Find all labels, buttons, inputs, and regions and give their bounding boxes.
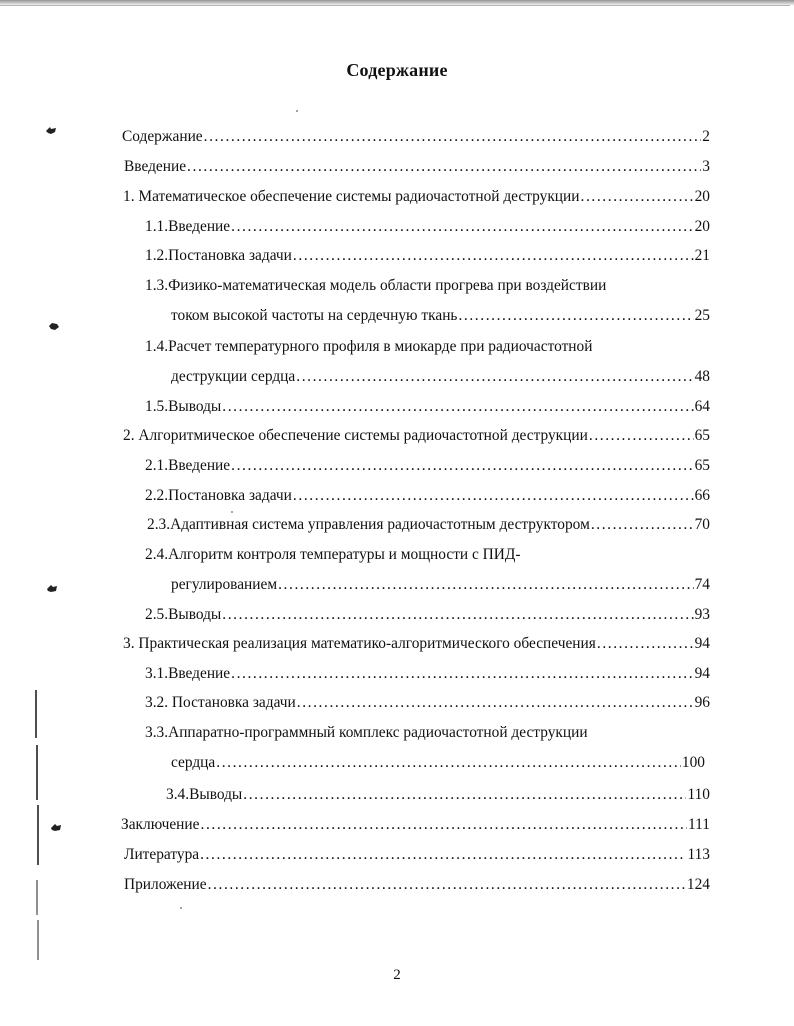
- toc-entry[interactable]: [121, 815, 710, 835]
- toc-entry-page: 93: [694, 606, 710, 623]
- punch-hole-icon: [46, 584, 56, 592]
- toc-entry-page: 20: [694, 218, 710, 235]
- toc-leader-dots: [296, 367, 693, 387]
- toc-entry-label: 2.5.Выводы: [145, 606, 222, 623]
- toc-entry-page: 96: [694, 694, 710, 711]
- toc-entry[interactable]: [171, 306, 710, 326]
- toc-entry-label-first-line[interactable]: 2.4.Алгоритм контроля температуры и мощности с ПИД-: [145, 546, 521, 563]
- toc-entry-page: 94: [694, 635, 710, 652]
- scan-margin-line: [36, 745, 38, 800]
- toc-entry-page: 70: [694, 516, 710, 533]
- toc-leader-dots: [297, 693, 694, 713]
- toc-leader-dots: [243, 785, 686, 805]
- toc-entry[interactable]: [145, 246, 710, 266]
- toc-leader-dots: [458, 306, 693, 326]
- toc-entry-label: 3.2. Постановка задачи: [145, 694, 296, 711]
- toc-entry-label: деструкции сердца: [171, 368, 296, 385]
- toc-entry-label: регулированием: [171, 576, 278, 593]
- toc-entry[interactable]: [145, 605, 710, 625]
- toc-entry[interactable]: [145, 664, 710, 684]
- toc-entry-label: 1. Математическое обеспечение системы радиочастотной деструкции: [123, 188, 580, 205]
- toc-leader-dots: [222, 397, 693, 417]
- toc-entry-page: 2: [702, 128, 710, 145]
- toc-entry-label: Содержание: [122, 128, 203, 145]
- toc-entry[interactable]: [171, 367, 710, 387]
- toc-entry-label: Заключение: [121, 816, 200, 833]
- toc-leader-dots: [293, 246, 694, 266]
- toc-entry[interactable]: [124, 875, 710, 895]
- toc-entry-label: 3.4.Выводы: [166, 786, 243, 803]
- toc-entry-label: током высокой частоты на сердечную ткань: [171, 307, 458, 324]
- toc-entry-page: 74: [694, 576, 710, 593]
- toc-entry-page: 21: [694, 247, 710, 264]
- toc-entry-page: 100: [681, 754, 705, 771]
- toc-leader-dots: [231, 664, 693, 684]
- toc-entry-label: 1.1.Введение: [145, 218, 231, 235]
- scan-top-line: [0, 5, 790, 6]
- toc-leader-dots: [231, 217, 693, 237]
- toc-entry-page: 110: [687, 786, 710, 803]
- toc-entry-label: Введение: [124, 158, 187, 175]
- toc-leader-dots: [278, 575, 694, 595]
- toc-entry[interactable]: [147, 515, 710, 535]
- toc-leader-dots: [589, 426, 694, 446]
- toc-entry[interactable]: [171, 575, 710, 595]
- toc-entry[interactable]: [171, 753, 705, 773]
- toc-entry-label: Приложение: [124, 876, 207, 893]
- toc-entry[interactable]: [145, 486, 710, 506]
- toc-entry-page: 3: [702, 158, 710, 175]
- toc-leader-dots: [201, 815, 688, 835]
- toc-entry-page: 64: [694, 398, 710, 415]
- toc-entry-label: Литература: [124, 846, 200, 863]
- toc-leader-dots: [231, 456, 693, 476]
- toc-entry[interactable]: [166, 785, 710, 805]
- toc-entry-label: 1.5.Выводы: [145, 398, 222, 415]
- toc-entry-label: 2.3.Адаптивная система управления радиочастотным деструктором: [147, 516, 590, 533]
- toc-entry-label: 3. Практическая реализация математико-алгоритмического обеспечения: [123, 635, 596, 652]
- toc-leader-dots: [581, 187, 694, 207]
- toc-entry-label-first-line[interactable]: 3.3.Аппаратно-программный комплекс радиочастотной деструкции: [145, 724, 588, 741]
- scan-margin-line: [37, 805, 39, 865]
- toc-leader-dots: [208, 875, 686, 895]
- toc-entry-label: 2. Алгоритмическое обеспечение системы радиочастотной деструкции: [123, 427, 588, 444]
- toc-entry[interactable]: [145, 397, 710, 417]
- toc-entry-page: 25: [694, 307, 710, 324]
- toc-entry-page: 48: [694, 368, 710, 385]
- toc-entry-label: 3.1.Введение: [145, 665, 231, 682]
- punch-hole-icon: [48, 322, 58, 330]
- toc-entry[interactable]: [145, 693, 710, 713]
- toc-entry-page: 111: [688, 816, 710, 833]
- toc-chapter-1[interactable]: [123, 187, 710, 207]
- toc-entry-page: 124: [686, 876, 710, 893]
- toc-entry-label-first-line[interactable]: 1.4.Расчет температурного профиля в миокарде при радиочастотной: [145, 338, 593, 355]
- toc-entry-page: 94: [694, 665, 710, 682]
- toc-entry-page: 65: [694, 457, 710, 474]
- toc-entry-label: сердца: [171, 754, 216, 771]
- toc-entry-page: 113: [687, 846, 710, 863]
- page-number: 2: [393, 967, 401, 983]
- toc-leader-dots: [591, 515, 694, 535]
- toc-entry-page: 65: [694, 427, 710, 444]
- toc-leader-dots: [293, 486, 694, 506]
- toc-entry-page: 20: [694, 188, 710, 205]
- toc-entry-label: 2.2.Постановка задачи: [145, 487, 292, 504]
- toc-entry-label-first-line[interactable]: 1.3.Физико-математическая модель области прогрева при воздействии: [145, 277, 607, 294]
- toc-entry-page: 66: [694, 487, 710, 504]
- toc-entry[interactable]: [124, 845, 710, 865]
- scan-speck: [231, 511, 233, 513]
- scan-margin-line: [36, 880, 38, 915]
- toc-leader-dots: [597, 634, 694, 654]
- toc-entry-label: 1.2.Постановка задачи: [145, 247, 292, 264]
- toc-chapter-3[interactable]: [123, 634, 710, 654]
- toc-leader-dots: [200, 845, 686, 865]
- toc-leader-dots: [222, 605, 693, 625]
- toc-leader-dots: [187, 157, 701, 177]
- punch-hole-icon: [50, 823, 60, 831]
- toc-entry[interactable]: [124, 157, 710, 177]
- scan-speck: [180, 907, 182, 909]
- toc-leader-dots: [216, 753, 681, 773]
- toc-entry[interactable]: [145, 217, 710, 237]
- punch-hole-icon: [45, 126, 55, 134]
- toc-leader-dots: [204, 127, 702, 147]
- scan-speck: [296, 110, 298, 112]
- scan-margin-line: [37, 920, 39, 960]
- toc-entry[interactable]: [122, 127, 710, 147]
- toc-entry[interactable]: [145, 456, 710, 476]
- toc-entry-label: 2.1.Введение: [145, 457, 231, 474]
- scan-margin-line: [35, 690, 37, 738]
- toc-chapter-2[interactable]: [123, 426, 710, 446]
- page-title: Содержание: [346, 60, 448, 80]
